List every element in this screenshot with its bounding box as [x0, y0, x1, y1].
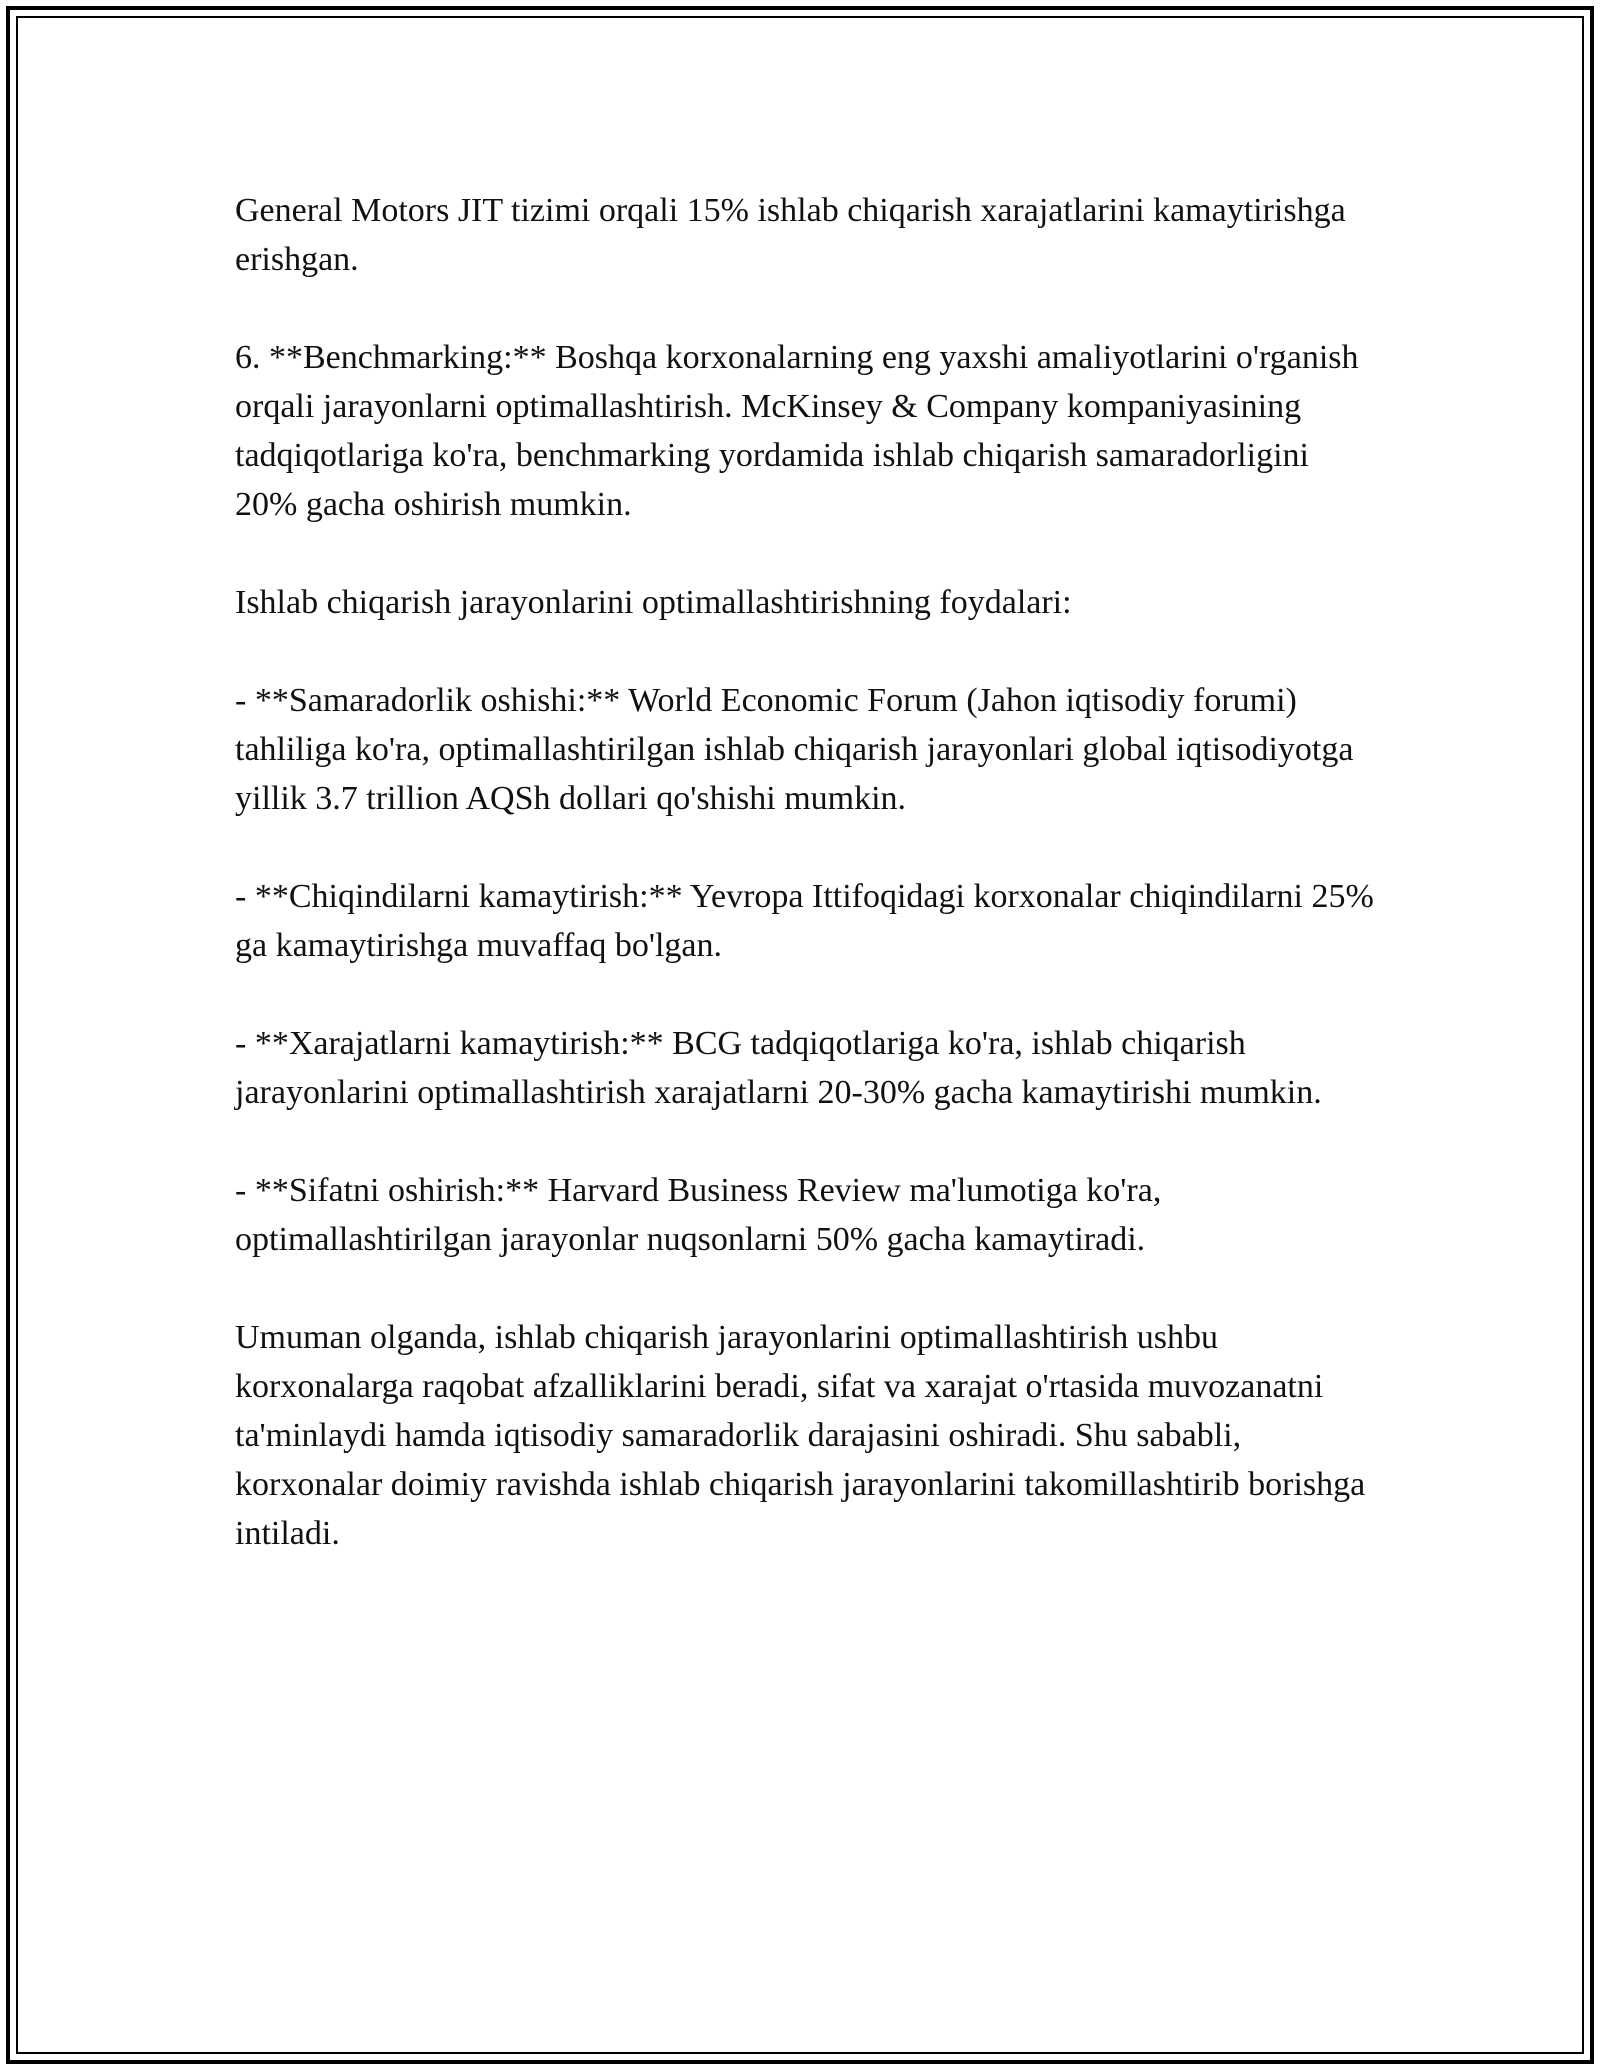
paragraph-benchmarking: 6. **Benchmarking:** Boshqa korxonalarning eng yaxshi amaliyotlarini o'rganish orqali jarayonlarni optimallashtirish. McKinsey & Company kompaniyasining tadqiqotlariga ko'ra, benchmarking yordamida ishlab chiqarish samaradorligini 20% gacha oshirish mumkin. — [235, 339, 1359, 523]
paragraph-benefits-heading: Ishlab chiqarish jarayonlarini optimallashtirishning foydalari: — [235, 584, 1072, 621]
list-item-waste-reduction: - **Chiqindilarni kamaytirish:** Yevropa Ittifoqidagi korxonalar chiqindilarni 25% ga kamaytirishga muvaffaq bo'lgan. — [235, 878, 1374, 964]
list-item-cost-reduction: - **Xarajatlarni kamaytirish:** BCG tadqiqotlariga ko'ra, ishlab chiqarish jarayonlarini optimallashtirish xarajatlarni 20-30% gacha kamaytirishi mumkin. — [235, 1025, 1322, 1111]
list-item-efficiency: - **Samaradorlik oshishi:** World Economic Forum (Jahon iqtisodiy forumi) tahliliga ko'ra, optimallashtirilgan ishlab chiqarish jarayonlari global iqtisodiyotga yillik 3.7 trillion AQSh dollari qo'shishi mumkin. — [235, 682, 1354, 817]
list-item-quality: - **Sifatni oshirish:** Harvard Business Review ma'lumotiga ko'ra, optimallashtirilgan jarayonlar nuqsonlarni 50% gacha kamaytiradi. — [235, 1172, 1162, 1258]
document-body — [235, 186, 1375, 1558]
paragraph-conclusion: Umuman olganda, ishlab chiqarish jarayonlarini optimallashtirish ushbu korxonalarga raqobat afzalliklarini beradi, sifat va xarajat o'rtasida muvozanatni ta'minlaydi hamda iqtisodiy samaradorlik darajasini oshiradi. Shu sababli, korxonalar doimiy ravishda ishlab chiqarish jarayonlarini takomillashtirib borishga intiladi. — [235, 1319, 1366, 1552]
paragraph-gm-jit: General Motors JIT tizimi orqali 15% ishlab chiqarish xarajatlarini kamaytirishga erishgan. — [235, 192, 1346, 278]
